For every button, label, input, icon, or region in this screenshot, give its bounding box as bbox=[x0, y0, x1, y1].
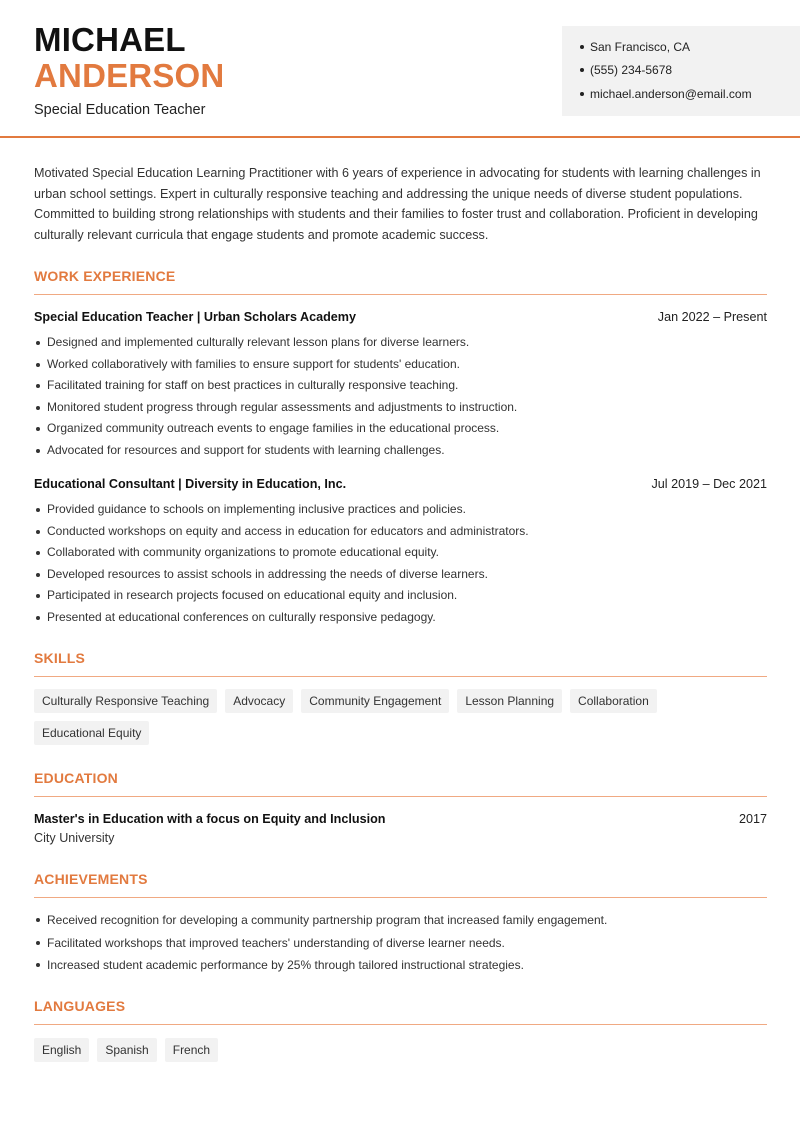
skill-chip: Collaboration bbox=[570, 689, 657, 713]
job-bullets bbox=[34, 332, 767, 461]
section-divider bbox=[34, 897, 767, 898]
achievements-list bbox=[34, 909, 767, 977]
skill-chip: Lesson Planning bbox=[457, 689, 562, 713]
school-name: City University bbox=[34, 831, 115, 845]
job-header bbox=[34, 477, 767, 491]
list-item: Developed resources to assist schools in addressing the needs of diverse learners. bbox=[34, 564, 767, 586]
languages-heading: LANGUAGES bbox=[34, 998, 126, 1014]
resume-header bbox=[0, 0, 800, 138]
contact-box bbox=[562, 26, 800, 116]
list-item: Designed and implemented culturally relevant lesson plans for diverse learners. bbox=[34, 332, 767, 354]
first-name: MICHAEL bbox=[34, 21, 186, 58]
language-chip: French bbox=[165, 1038, 218, 1062]
list-item: Presented at educational conferences on culturally responsive pedagogy. bbox=[34, 607, 767, 629]
skill-chip: Community Engagement bbox=[301, 689, 449, 713]
list-item: Participated in research projects focused on educational equity and inclusion. bbox=[34, 585, 767, 607]
list-item: Worked collaboratively with families to ensure support for students' education. bbox=[34, 354, 767, 376]
languages-chips bbox=[34, 1038, 767, 1062]
job-dates: Jan 2022 – Present bbox=[657, 310, 767, 324]
education-header bbox=[34, 812, 767, 826]
list-item: Advocated for resources and support for students with learning challenges. bbox=[34, 440, 767, 462]
graduation-year: 2017 bbox=[738, 812, 767, 826]
name-block bbox=[34, 22, 224, 118]
list-item: Provided guidance to schools on implementing inclusive practices and policies. bbox=[34, 499, 767, 521]
contact-email[interactable]: michael.anderson@email.com bbox=[580, 87, 752, 101]
education-heading: EDUCATION bbox=[34, 770, 118, 786]
list-item: Received recognition for developing a community partnership program that increased family engagement. bbox=[34, 909, 767, 932]
job-title: Special Education Teacher bbox=[34, 102, 206, 118]
contact-location: San Francisco, CA bbox=[580, 40, 690, 54]
skills-heading: SKILLS bbox=[34, 650, 85, 666]
language-chip: English bbox=[34, 1038, 89, 1062]
list-item: Collaborated with community organizations to promote educational equity. bbox=[34, 542, 767, 564]
list-item: Organized community outreach events to engage families in the educational process. bbox=[34, 418, 767, 440]
section-divider bbox=[34, 294, 767, 295]
section-divider bbox=[34, 796, 767, 797]
section-divider bbox=[34, 1024, 767, 1025]
language-chip: Spanish bbox=[97, 1038, 156, 1062]
list-item: Increased student academic performance by 25% through tailored instructional strategies. bbox=[34, 954, 767, 977]
contact-phone: (555) 234-5678 bbox=[580, 63, 672, 77]
skill-chip: Culturally Responsive Teaching bbox=[34, 689, 217, 713]
list-item: Facilitated workshops that improved teachers' understanding of diverse learner needs. bbox=[34, 932, 767, 955]
list-item: Conducted workshops on equity and access in education for educators and administrators. bbox=[34, 521, 767, 543]
skills-chips bbox=[34, 689, 767, 745]
degree: Master's in Education with a focus on Equity and Inclusion bbox=[34, 812, 386, 826]
job-header bbox=[34, 310, 767, 324]
job-bullets bbox=[34, 499, 767, 628]
job-dates: Jul 2019 – Dec 2021 bbox=[651, 477, 767, 491]
job-title-company: Educational Consultant | Diversity in Education, Inc. bbox=[34, 477, 347, 491]
list-item: Monitored student progress through regular assessments and adjustments to instruction. bbox=[34, 397, 767, 419]
section-divider bbox=[34, 676, 767, 677]
last-name: ANDERSON bbox=[34, 57, 225, 94]
achievements-heading: ACHIEVEMENTS bbox=[34, 871, 148, 887]
skill-chip: Educational Equity bbox=[34, 721, 149, 745]
summary: Motivated Special Education Learning Practitioner with 6 years of experience in advocating for students with learning challenges in urban school settings. Expert in culturally responsive teaching and addressing the unique needs of diverse student populations. Committed to building strong relationships with students and their families to foster trust and collaboration. Proficient in developing culturally relevant curricula that engage students and promote academic success. bbox=[34, 166, 761, 242]
skill-chip: Advocacy bbox=[225, 689, 293, 713]
work-experience-heading: WORK EXPERIENCE bbox=[34, 268, 176, 284]
job-title-company: Special Education Teacher | Urban Scholars Academy bbox=[34, 310, 356, 324]
list-item: Facilitated training for staff on best practices in culturally responsive teaching. bbox=[34, 375, 767, 397]
